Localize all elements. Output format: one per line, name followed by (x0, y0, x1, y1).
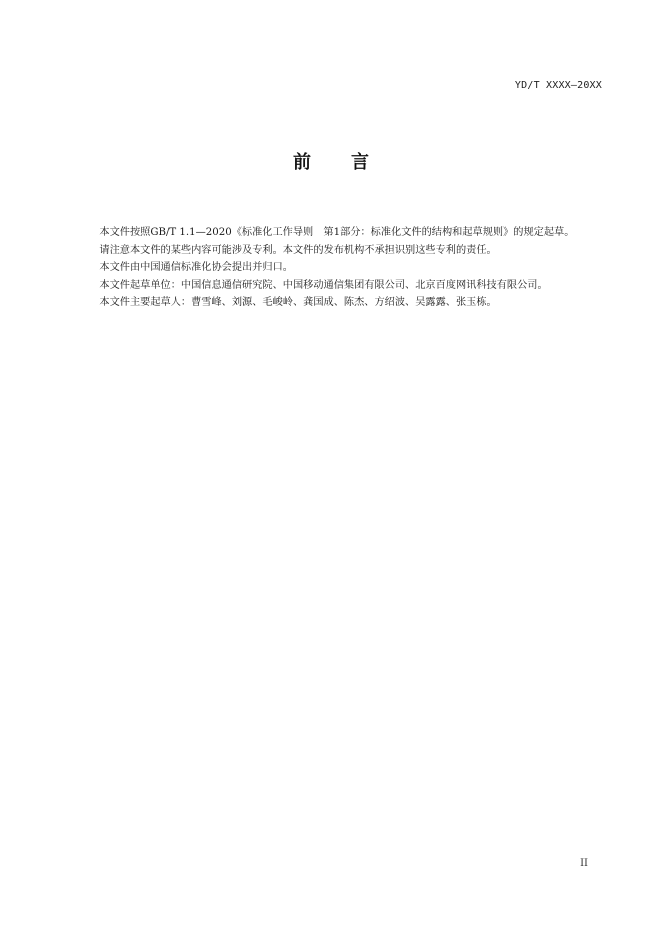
document-id: YD/T XXXX—20XX (514, 80, 602, 91)
paragraph-drafting-rules: 本文件按照GB/T 1.1—2020《标准化工作导则 第1部分：标准化文件的结构和起草规则》的规定起草。 (99, 227, 575, 238)
foreword-body (79, 224, 603, 312)
paragraph-patent-notice: 请注意本文件的某些内容可能涉及专利。本文件的发布机构不承担识别这些专利的责任。 (99, 244, 497, 256)
paragraph-drafting-units: 本文件起草单位：中国信息通信研究院、中国移动通信集团有限公司、北京百度网讯科技有限公司。 (99, 279, 548, 291)
page-title: 前言 (293, 152, 409, 173)
page-number: II (580, 858, 588, 869)
paragraph-drafters: 本文件主要起草人：曹雪峰、刘源、毛峻岭、龚国成、陈杰、方绍波、吴露露、张玉栋。 (99, 297, 497, 308)
paragraph-proposer: 本文件由中国通信标准化协会提出并归口。 (99, 262, 293, 273)
